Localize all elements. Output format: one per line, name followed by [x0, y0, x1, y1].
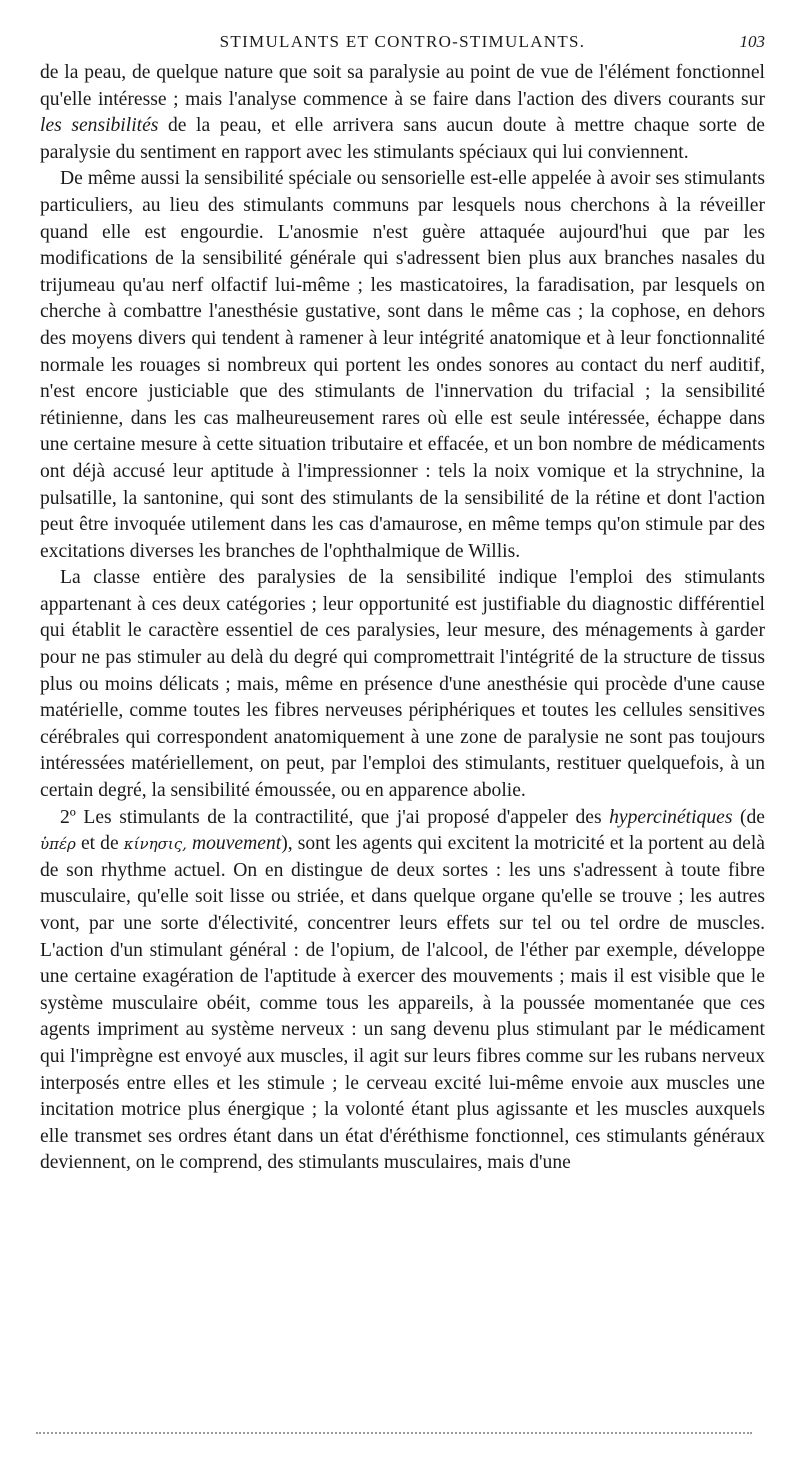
footer-rule: [36, 1432, 752, 1434]
paragraph-1: [40, 60, 765, 166]
paragraph-1-emphasis: les sensibilités: [40, 115, 159, 137]
running-head: [40, 30, 765, 58]
paragraph-4: [40, 805, 765, 1177]
page-number: 103: [739, 32, 765, 51]
page: [40, 30, 765, 1177]
paragraph-1-text: de la peau, de quelque nature que soit sa paralysie au point de vue de l'élément fonctionnel qu'elle intéresse ; mais l'analyse commence à se faire dans l'action des divers courants sur: [40, 62, 765, 110]
paragraph-2: De même aussi la sensibilité spéciale ou sensorielle est-elle appelée à avoir ses stimulants particuliers, au lieu des stimulants communs par lesquels nous cherchons à la réveiller quand elle est engourdie. L'anosmie n'est guère attaquée aujourd'hui que par les modifications de la sensibilité générale qui s'adressent bien plus aux branches nasales du trijumeau qu'au nerf olfactif lui-même ; les masticatoires, la faradisation, par lesquels on cherche à combattre l'anesthésie gustative, sont dans le même cas ; la cophose, en dehors des moyens divers qui tendent à ramener à leur intégrité anatomique et à leur fonctionnalité normale les rouages si nombreux qui portent les ondes sonores au contact du nerf auditif, n'est encore justiciable que des stimulants de l'innervation du trifacial ; la sensibilité rétinienne, dans les cas malheureusement rares où elle est seule intéressée, échappe dans une certaine mesure à cette situation tributaire et effacée, et un bon nombre de médicaments ont déjà accusé leur aptitude à l'impressionner : tels la noix vomique et la strychnine, la pulsatille, la santonine, qui sont des stimulants de la sensibilité de la rétine et dont l'action peut être invoquée utilement dans les cas d'amaurose, en même temps qu'on stimule par des excitations diverses les branches de l'ophthalmique de Willis.: [40, 168, 765, 562]
body-text: [40, 60, 765, 1177]
paragraph-4-mid-2: et de: [75, 833, 124, 855]
paragraph-1-end: de la peau, et elle arrivera sans aucun doute à mettre chaque sorte de paralysie du sentiment en rapport avec les stimulants spéciaux qui lui conviennent.: [40, 115, 765, 163]
running-title: STIMULANTS ET CONTRO-STIMULANTS.: [219, 32, 586, 51]
paragraph-4-end: ), sont les agents qui excitent la motricité et la portent au delà de son rhythme actuel. On en distingue de deux sortes : les uns s'adressent à toute fibre musculaire, qu'elle soit lisse ou striée, et dans quelque organe qu'elle se trouve ; les autres vont, par une sorte d'électivité, concentrer leurs effets sur tel ou tel ordre de muscles. L'action d'un stimulant général : de l'opium, de l'alcool, de l'éther par exemple, développe une certaine exagération de l'aptitude à exercer des mouvements ; mais il est visible que le système musculaire obéit, comme tous les appareils, à la poussée momentanée que ces agents impriment au système nerveux : un sang devenu plus stimulant par le médicament qui l'imprègne est envoyé aux muscles, il agit sur leurs fibres comme sur les rubans nerveux interposés entre elles et les stimule ; le cerveau excité lui-même envoie aux muscles une incitation motrice plus énergique ; la volonté étant plus agissante et les muscles auxquels elle transmet ses ordres étant dans un état d'éréthisme fonctionnel, ces stimulants généraux deviennent, on le comprend, des stimulants musculaires, mais d'une: [40, 833, 765, 1174]
paragraph-3: La classe entière des paralysies de la sensibilité indique l'emploi des stimulants appartenant à ces deux catégories ; leur opportunité est justifiable du diagnostic différentiel qui établit le caractère essentiel de ces paralysies, leur mesure, des ménagements à garder pour ne pas stimuler au delà du degré qui compromettrait l'intégrité de la structure de tissus plus ou moins délicats ; mais, même en présence d'une anesthésie qui procède d'une cause matérielle, comme toutes les fibres nerveuses périphériques et toutes les cellules sensitives cérébrales qui correspondent anatomiquement à une zone de paralysie ne sont pas toujours intéressées matériellement, on peut, par l'emploi des stimulants, restituer quelquefois, à un certain degré, la sensibilité émoussée, ou en apparence abolie.: [40, 567, 765, 802]
paragraph-4-translation: mouvement: [186, 833, 282, 855]
greek-word-1: ὑπέρ: [40, 835, 76, 854]
paragraph-4-term: hypercinétiques: [609, 806, 733, 828]
greek-word-2: κίνησις,: [123, 835, 187, 854]
paragraph-4-start: 2º Les stimulants de la contractilité, que j'ai proposé d'appeler des: [60, 806, 610, 828]
paragraph-4-mid-1: (de: [732, 806, 765, 828]
